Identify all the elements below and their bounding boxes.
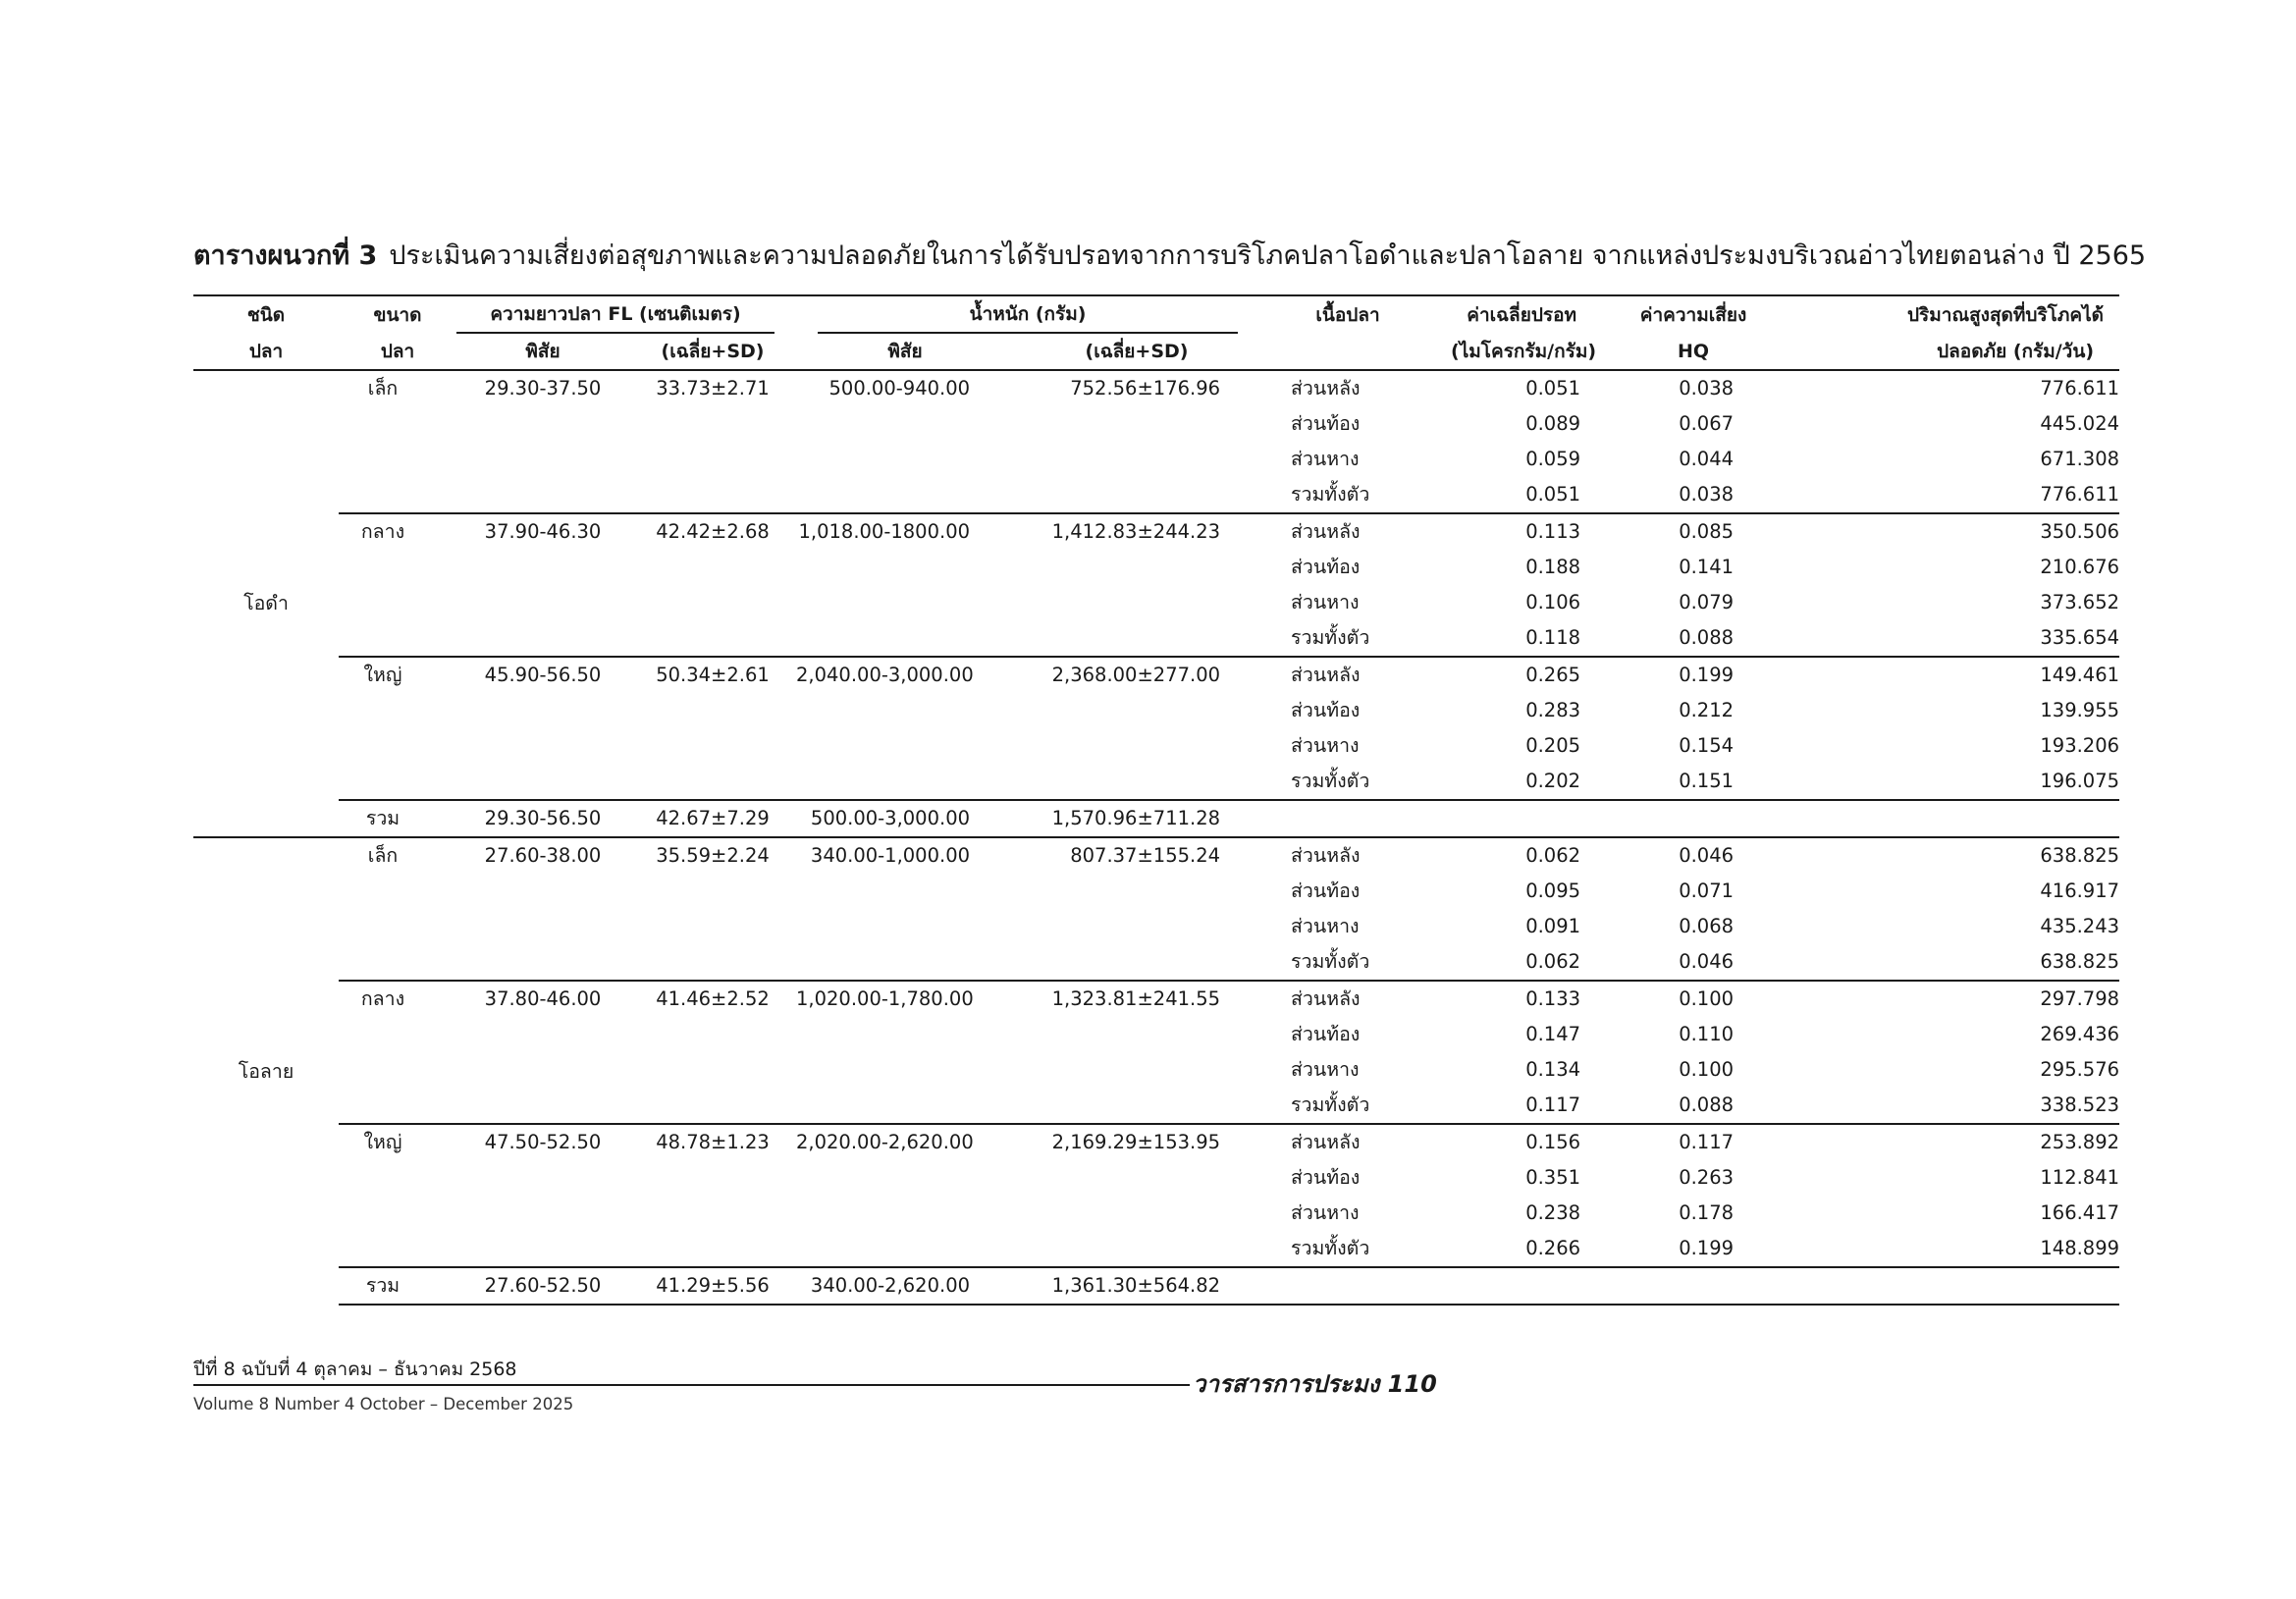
mercury-mean: 0.106 xyxy=(1525,591,1581,613)
safe-amount: 269.436 xyxy=(2040,1023,2120,1045)
total-weight-mean: 1,361.30±564.82 xyxy=(1014,1267,1259,1305)
empty-cell xyxy=(629,1231,796,1267)
length-range: 37.90-46.30 xyxy=(456,513,629,550)
empty-cell xyxy=(1436,800,1606,837)
table-row xyxy=(193,585,2119,620)
total-row xyxy=(193,1267,2119,1305)
empty-cell xyxy=(629,1017,796,1052)
issue-english: Volume 8 Number 4 October – December 2025 xyxy=(193,1395,574,1413)
empty-cell xyxy=(796,550,1014,585)
table-row xyxy=(193,406,2119,442)
table-row xyxy=(193,764,2119,800)
mercury-mean: 0.265 xyxy=(1436,657,1606,693)
empty-cell xyxy=(456,728,629,764)
tissue-part: ส่วนหาง xyxy=(1291,591,1360,613)
empty-cell xyxy=(339,728,456,764)
safe-amount: 445.024 xyxy=(2040,412,2120,435)
empty-cell xyxy=(456,1052,629,1088)
tissue-part: ส่วนหาง xyxy=(1291,448,1360,470)
total-row xyxy=(193,800,2119,837)
empty-cell xyxy=(629,442,796,477)
empty-cell xyxy=(1014,406,1259,442)
empty-cell xyxy=(1014,1052,1259,1088)
issue-thai: ปีที่ 8 ฉบับที่ 4 ตุลาคม – ธันวาคม 2568 xyxy=(193,1359,517,1380)
header-weight-mean: (เฉลี่ย+SD) xyxy=(1014,334,1259,370)
safe-amount: 297.798 xyxy=(1781,981,2119,1017)
safe-amount: 338.523 xyxy=(2040,1093,2120,1116)
weight-range: 2,040.00-3,000.00 xyxy=(796,657,1014,693)
species-name: โอดำ xyxy=(243,592,289,614)
header-length-group: ความยาวปลา FL (เซนติเมตร) xyxy=(456,295,796,334)
weight-range: 340.00-1,000.00 xyxy=(796,837,1014,874)
hazard-quotient: 0.100 xyxy=(1606,981,1781,1017)
table-row xyxy=(193,1017,2119,1052)
empty-cell xyxy=(456,585,629,620)
empty-cell xyxy=(796,1088,1014,1124)
safe-amount: 193.206 xyxy=(2040,734,2120,757)
safe-amount: 373.652 xyxy=(2040,591,2120,613)
empty-cell xyxy=(629,693,796,728)
hazard-quotient: 0.046 xyxy=(1679,950,1735,973)
table-body xyxy=(193,370,2119,1305)
empty-cell xyxy=(456,406,629,442)
empty-cell xyxy=(1259,1267,1436,1305)
tissue-part: ส่วนหาง xyxy=(1291,915,1360,937)
empty-cell xyxy=(339,1196,456,1231)
safe-amount: 295.576 xyxy=(2040,1058,2120,1081)
caption-text: ประเมินความเสี่ยงต่อสุขภาพและความปลอดภัยในการได้รับปรอทจากการบริโภคปลาโอดำและปลาโอลาย จากแหล่งประมงบริเวณอ่าวไทยตอนล่าง ปี 2565 xyxy=(389,240,2147,271)
empty-cell xyxy=(796,1017,1014,1052)
empty-cell xyxy=(339,693,456,728)
header-species: ชนิด xyxy=(193,295,339,334)
empty-cell xyxy=(456,764,629,800)
mercury-mean: 0.062 xyxy=(1525,950,1581,973)
header-row-2 xyxy=(193,334,2119,370)
empty-cell xyxy=(629,874,796,909)
weight-range: 2,020.00-2,620.00 xyxy=(796,1124,1014,1160)
hazard-quotient: 0.154 xyxy=(1679,734,1735,757)
empty-cell xyxy=(339,1052,456,1088)
empty-cell xyxy=(796,728,1014,764)
table-row xyxy=(193,1124,2119,1160)
hazard-quotient: 0.038 xyxy=(1679,377,1735,400)
empty-cell xyxy=(796,406,1014,442)
table-row xyxy=(193,874,2119,909)
mercury-mean: 0.059 xyxy=(1525,448,1581,470)
weight-mean: 1,323.81±241.55 xyxy=(1014,981,1259,1017)
empty-cell xyxy=(796,693,1014,728)
length-mean: 48.78±1.23 xyxy=(629,1124,796,1160)
empty-cell xyxy=(1014,1196,1259,1231)
table-row xyxy=(193,1160,2119,1196)
empty-cell xyxy=(339,944,456,981)
header-hg-unit: (ไมโครกรัม/กรัม) xyxy=(1436,334,1606,370)
empty-cell xyxy=(1014,874,1259,909)
hazard-quotient: 0.088 xyxy=(1679,626,1735,649)
total-length-range: 27.60-52.50 xyxy=(456,1267,629,1305)
empty-cell xyxy=(1014,620,1259,657)
hazard-quotient: 0.100 xyxy=(1679,1058,1735,1081)
empty-cell xyxy=(1259,800,1436,837)
empty-cell xyxy=(796,909,1014,944)
table-row xyxy=(193,909,2119,944)
hazard-quotient: 0.068 xyxy=(1679,915,1735,937)
weight-range: 500.00-940.00 xyxy=(828,377,971,400)
header-tissue-2 xyxy=(1259,334,1436,370)
mercury-mean: 0.062 xyxy=(1436,837,1606,874)
hazard-quotient: 0.151 xyxy=(1679,770,1735,792)
hazard-quotient: 0.079 xyxy=(1679,591,1735,613)
total-label: รวม xyxy=(339,800,456,837)
safe-amount: 416.917 xyxy=(2040,879,2120,902)
length-mean: 42.42±2.68 xyxy=(629,513,796,550)
safe-amount: 210.676 xyxy=(2040,556,2120,578)
hazard-quotient: 0.085 xyxy=(1606,513,1781,550)
tissue-part: ส่วนหาง xyxy=(1291,1201,1360,1224)
table-caption xyxy=(193,239,2147,274)
mercury-mean: 0.134 xyxy=(1525,1058,1581,1081)
mercury-mean: 0.051 xyxy=(1525,483,1581,506)
mercury-mean: 0.051 xyxy=(1525,377,1581,400)
mercury-mean: 0.089 xyxy=(1525,412,1581,435)
tissue-part: รวมทั้งตัว xyxy=(1291,950,1370,973)
safe-amount: 776.611 xyxy=(2040,377,2120,400)
mercury-mean: 0.147 xyxy=(1525,1023,1581,1045)
empty-cell xyxy=(456,477,629,513)
tissue-part: ส่วนหาง xyxy=(1291,1058,1360,1081)
empty-cell xyxy=(629,909,796,944)
mercury-mean: 0.205 xyxy=(1525,734,1581,757)
hazard-quotient: 0.212 xyxy=(1679,699,1735,721)
empty-cell xyxy=(629,620,796,657)
safe-amount: 335.654 xyxy=(2040,626,2120,649)
safe-amount: 638.825 xyxy=(2040,950,2120,973)
empty-cell xyxy=(1436,1267,1606,1305)
table-row xyxy=(193,728,2119,764)
header-safe-unit: ปลอดภัย (กรัม/วัน) xyxy=(1781,334,2119,370)
empty-cell xyxy=(1781,1267,2119,1305)
total-length-mean: 41.29±5.56 xyxy=(629,1267,796,1305)
tissue-part: ส่วนหลัง xyxy=(1259,981,1436,1017)
species-name: โอลาย xyxy=(193,837,339,1305)
empty-cell xyxy=(796,764,1014,800)
empty-cell xyxy=(629,728,796,764)
mercury-mean: 0.188 xyxy=(1525,556,1581,578)
tissue-part: ส่วนหลัง xyxy=(1259,1124,1436,1160)
total-weight-mean: 1,570.96±711.28 xyxy=(1014,800,1259,837)
empty-cell xyxy=(456,1196,629,1231)
length-range: 29.30-37.50 xyxy=(484,377,602,400)
empty-cell xyxy=(629,477,796,513)
empty-cell xyxy=(456,944,629,981)
safe-amount: 112.841 xyxy=(2040,1166,2120,1189)
hazard-quotient: 0.199 xyxy=(1679,1237,1735,1259)
table-row xyxy=(193,944,2119,981)
empty-cell xyxy=(796,1196,1014,1231)
table-row xyxy=(193,550,2119,585)
risk-assessment-table xyxy=(193,294,2119,1306)
tissue-part: ส่วนท้อง xyxy=(1291,699,1361,721)
hazard-quotient: 0.199 xyxy=(1606,657,1781,693)
empty-cell xyxy=(796,1052,1014,1088)
empty-cell xyxy=(339,477,456,513)
table-row xyxy=(193,513,2119,550)
header-hq-2: HQ xyxy=(1606,334,1781,370)
empty-cell xyxy=(1014,585,1259,620)
hazard-quotient: 0.088 xyxy=(1679,1093,1735,1116)
tissue-part: รวมทั้งตัว xyxy=(1291,770,1370,792)
length-range: 37.80-46.00 xyxy=(456,981,629,1017)
tissue-part: ส่วนหลัง xyxy=(1259,657,1436,693)
empty-cell xyxy=(456,874,629,909)
weight-mean: 752.56±176.96 xyxy=(1070,377,1221,400)
empty-cell xyxy=(1606,1267,1781,1305)
empty-cell xyxy=(339,442,456,477)
total-weight-range: 340.00-2,620.00 xyxy=(796,1267,1014,1305)
empty-cell xyxy=(629,764,796,800)
length-range: 47.50-52.50 xyxy=(456,1124,629,1160)
empty-cell xyxy=(1014,1088,1259,1124)
empty-cell xyxy=(796,944,1014,981)
empty-cell xyxy=(1014,477,1259,513)
mercury-mean: 0.283 xyxy=(1525,699,1581,721)
total-weight-range: 500.00-3,000.00 xyxy=(796,800,1014,837)
empty-cell xyxy=(456,442,629,477)
caption-label: ตารางผนวกที่ 3 xyxy=(193,240,378,271)
tissue-part: ส่วนหลัง xyxy=(1259,837,1436,874)
header-size: ขนาด xyxy=(339,295,456,334)
tissue-part: รวมทั้งตัว xyxy=(1291,483,1370,506)
table-row xyxy=(193,620,2119,657)
empty-cell xyxy=(456,1160,629,1196)
empty-cell xyxy=(629,585,796,620)
length-range: 27.60-38.00 xyxy=(456,837,629,874)
safe-amount: 149.461 xyxy=(1781,657,2119,693)
empty-cell xyxy=(456,620,629,657)
size-class: ใหญ่ xyxy=(339,657,456,693)
tissue-part: ส่วนหลัง xyxy=(1291,377,1361,400)
header-size-2: ปลา xyxy=(339,334,456,370)
table-row xyxy=(193,657,2119,693)
empty-cell xyxy=(339,909,456,944)
empty-cell xyxy=(796,1160,1014,1196)
empty-cell xyxy=(456,550,629,585)
empty-cell xyxy=(1014,728,1259,764)
empty-cell xyxy=(339,585,456,620)
total-label: รวม xyxy=(339,1267,456,1305)
tissue-part: ส่วนท้อง xyxy=(1291,1023,1361,1045)
empty-cell xyxy=(1606,800,1781,837)
mercury-mean: 0.202 xyxy=(1525,770,1581,792)
mercury-mean: 0.133 xyxy=(1436,981,1606,1017)
hazard-quotient: 0.067 xyxy=(1679,412,1735,435)
empty-cell xyxy=(339,874,456,909)
total-length-mean: 42.67±7.29 xyxy=(629,800,796,837)
size-class: เล็ก xyxy=(339,837,456,874)
tissue-part: รวมทั้งตัว xyxy=(1291,1237,1370,1259)
mercury-mean: 0.113 xyxy=(1436,513,1606,550)
weight-range: 1,018.00-1800.00 xyxy=(796,513,1014,550)
safe-amount: 638.825 xyxy=(1781,837,2119,874)
safe-amount: 671.308 xyxy=(2040,448,2120,470)
empty-cell xyxy=(796,442,1014,477)
tissue-part: รวมทั้งตัว xyxy=(1291,626,1370,649)
empty-cell xyxy=(629,1196,796,1231)
safe-amount: 776.611 xyxy=(2040,483,2120,506)
header-species-2: ปลา xyxy=(193,334,339,370)
empty-cell xyxy=(629,406,796,442)
empty-cell xyxy=(339,1017,456,1052)
header-hq: ค่าความเสี่ยง xyxy=(1606,295,1781,334)
empty-cell xyxy=(339,620,456,657)
size-class: กลาง xyxy=(339,513,456,550)
weight-mean: 2,169.29±153.95 xyxy=(1014,1124,1259,1160)
safe-amount: 166.417 xyxy=(2040,1201,2120,1224)
table-row xyxy=(193,693,2119,728)
empty-cell xyxy=(339,1088,456,1124)
table-row xyxy=(193,1231,2119,1267)
length-mean: 35.59±2.24 xyxy=(629,837,796,874)
empty-cell xyxy=(1014,1017,1259,1052)
footer-rule xyxy=(193,1384,1190,1386)
total-length-range: 29.30-56.50 xyxy=(456,800,629,837)
empty-cell xyxy=(796,620,1014,657)
table-row xyxy=(193,442,2119,477)
hazard-quotient: 0.046 xyxy=(1606,837,1781,874)
length-mean: 41.46±2.52 xyxy=(629,981,796,1017)
empty-cell xyxy=(796,1231,1014,1267)
empty-cell xyxy=(339,550,456,585)
tissue-part: ส่วนหลัง xyxy=(1259,513,1436,550)
safe-amount: 148.899 xyxy=(2040,1237,2120,1259)
tissue-part: รวมทั้งตัว xyxy=(1291,1093,1370,1116)
hazard-quotient: 0.117 xyxy=(1606,1124,1781,1160)
empty-cell xyxy=(1014,1231,1259,1267)
safe-amount: 350.506 xyxy=(1781,513,2119,550)
header-row-1 xyxy=(193,295,2119,334)
safe-amount: 196.075 xyxy=(2040,770,2120,792)
empty-cell xyxy=(629,550,796,585)
table-row xyxy=(193,981,2119,1017)
mercury-mean: 0.351 xyxy=(1525,1166,1581,1189)
hazard-quotient: 0.263 xyxy=(1679,1166,1735,1189)
size-class: ใหญ่ xyxy=(339,1124,456,1160)
length-mean: 50.34±2.61 xyxy=(629,657,796,693)
empty-cell xyxy=(1014,550,1259,585)
mercury-mean: 0.156 xyxy=(1436,1124,1606,1160)
tissue-part: ส่วนท้อง xyxy=(1291,1166,1361,1189)
empty-cell xyxy=(1014,909,1259,944)
hazard-quotient: 0.038 xyxy=(1679,483,1735,506)
mercury-mean: 0.095 xyxy=(1525,879,1581,902)
empty-cell xyxy=(1781,800,2119,837)
empty-cell xyxy=(456,1088,629,1124)
empty-cell xyxy=(456,1017,629,1052)
table-row xyxy=(193,1196,2119,1231)
weight-mean: 807.37±155.24 xyxy=(1014,837,1259,874)
tissue-part: ส่วนท้อง xyxy=(1291,879,1361,902)
weight-mean: 2,368.00±277.00 xyxy=(1014,657,1259,693)
length-range: 45.90-56.50 xyxy=(456,657,629,693)
table-row xyxy=(193,837,2119,874)
empty-cell xyxy=(796,477,1014,513)
journal-page: วารสารการประมง 110 xyxy=(1193,1370,1437,1398)
empty-cell xyxy=(1014,1160,1259,1196)
table-row xyxy=(193,477,2119,513)
size-class: เล็ก xyxy=(367,377,399,400)
size-class: กลาง xyxy=(339,981,456,1017)
empty-cell xyxy=(629,1160,796,1196)
empty-cell xyxy=(339,1160,456,1196)
empty-cell xyxy=(456,909,629,944)
tissue-part: ส่วนหาง xyxy=(1291,734,1360,757)
hazard-quotient: 0.141 xyxy=(1679,556,1735,578)
tissue-part: ส่วนท้อง xyxy=(1291,412,1361,435)
tissue-part: ส่วนท้อง xyxy=(1291,556,1361,578)
empty-cell xyxy=(796,585,1014,620)
empty-cell xyxy=(1014,693,1259,728)
empty-cell xyxy=(456,1231,629,1267)
empty-cell xyxy=(629,1052,796,1088)
header-length-mean: (เฉลี่ย+SD) xyxy=(629,334,796,370)
mercury-mean: 0.117 xyxy=(1525,1093,1581,1116)
mercury-mean: 0.118 xyxy=(1525,626,1581,649)
weight-range: 1,020.00-1,780.00 xyxy=(796,981,1014,1017)
safe-amount: 253.892 xyxy=(1781,1124,2119,1160)
table-row xyxy=(193,1088,2119,1124)
mercury-mean: 0.091 xyxy=(1525,915,1581,937)
weight-mean: 1,412.83±244.23 xyxy=(1014,513,1259,550)
empty-cell xyxy=(1014,442,1259,477)
header-weight-range: พิสัย xyxy=(796,334,1014,370)
empty-cell xyxy=(629,1088,796,1124)
empty-cell xyxy=(629,944,796,981)
mercury-mean: 0.238 xyxy=(1525,1201,1581,1224)
hazard-quotient: 0.110 xyxy=(1679,1023,1735,1045)
table-row xyxy=(193,370,2119,406)
empty-cell xyxy=(339,406,456,442)
empty-cell xyxy=(456,693,629,728)
header-safe-amount: ปริมาณสูงสุดที่บริโภคได้ xyxy=(1781,295,2119,334)
hazard-quotient: 0.178 xyxy=(1679,1201,1735,1224)
mercury-mean: 0.266 xyxy=(1525,1237,1581,1259)
header-hg-mean: ค่าเฉลี่ยปรอท xyxy=(1436,295,1606,334)
empty-cell xyxy=(796,874,1014,909)
safe-amount: 139.955 xyxy=(2040,699,2120,721)
empty-cell xyxy=(339,764,456,800)
empty-cell xyxy=(339,1231,456,1267)
length-mean: 33.73±2.71 xyxy=(656,377,770,400)
header-tissue: เนื้อปลา xyxy=(1259,295,1436,334)
table-row xyxy=(193,1052,2119,1088)
empty-cell xyxy=(1014,944,1259,981)
hazard-quotient: 0.071 xyxy=(1679,879,1735,902)
safe-amount: 435.243 xyxy=(2040,915,2120,937)
header-weight-group: น้ำหนัก (กรัม) xyxy=(796,295,1259,334)
header-length-range: พิสัย xyxy=(456,334,629,370)
empty-cell xyxy=(1014,764,1259,800)
hazard-quotient: 0.044 xyxy=(1679,448,1735,470)
